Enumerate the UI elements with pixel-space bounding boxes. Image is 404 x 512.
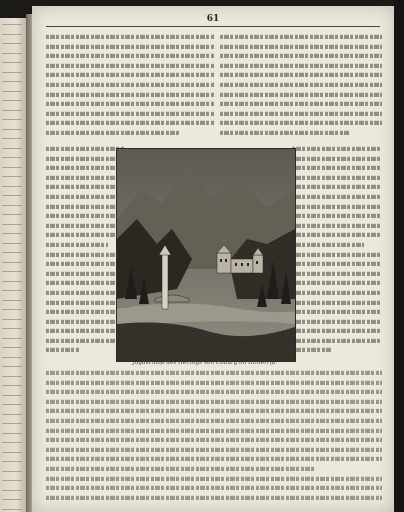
text-line bbox=[46, 467, 315, 471]
edge-text-line bbox=[2, 480, 22, 481]
text-line bbox=[292, 310, 382, 314]
text-line bbox=[46, 131, 180, 135]
edge-text-line bbox=[2, 509, 22, 510]
text-line bbox=[292, 176, 382, 180]
text-line bbox=[220, 102, 382, 106]
edge-text-line bbox=[2, 233, 22, 234]
text-line bbox=[46, 102, 214, 106]
text-line bbox=[46, 204, 124, 208]
text-line bbox=[292, 348, 331, 352]
text-line bbox=[46, 476, 382, 480]
edge-text-line bbox=[2, 72, 22, 73]
edge-text-line bbox=[2, 357, 22, 358]
text-line bbox=[46, 166, 124, 170]
edge-text-line bbox=[2, 442, 22, 443]
edge-text-line bbox=[2, 319, 22, 320]
engraving-illustration bbox=[116, 148, 296, 362]
edge-text-line bbox=[2, 404, 22, 405]
edge-text-line bbox=[2, 433, 22, 434]
edge-text-line bbox=[2, 167, 22, 168]
edge-text-line bbox=[2, 176, 22, 177]
edge-text-line bbox=[2, 148, 22, 149]
text-line bbox=[292, 262, 382, 266]
text-line bbox=[46, 329, 124, 333]
text-line bbox=[46, 44, 214, 48]
edge-text-line bbox=[2, 423, 22, 424]
text-line bbox=[46, 428, 382, 432]
text-line bbox=[46, 339, 124, 343]
text-line bbox=[46, 319, 124, 323]
text-line bbox=[46, 64, 214, 68]
edge-text-line bbox=[2, 214, 22, 215]
text-line bbox=[220, 73, 382, 77]
text-line bbox=[46, 112, 214, 116]
text-line bbox=[292, 166, 382, 170]
edge-text-line bbox=[2, 262, 22, 263]
text-line bbox=[46, 457, 382, 461]
edge-text-line bbox=[2, 119, 22, 120]
text-line bbox=[220, 54, 382, 58]
edge-text-line bbox=[2, 186, 22, 187]
text-line bbox=[292, 329, 382, 333]
text-line bbox=[46, 400, 382, 404]
text-line bbox=[46, 224, 124, 228]
text-line bbox=[46, 262, 124, 266]
text-line bbox=[46, 147, 124, 151]
edge-text-line bbox=[2, 290, 22, 291]
text-line bbox=[220, 131, 350, 135]
edge-text-line bbox=[2, 385, 22, 386]
text-line bbox=[46, 252, 124, 256]
text-line bbox=[220, 92, 382, 96]
edge-text-line bbox=[2, 328, 22, 329]
text-line bbox=[292, 281, 382, 285]
text-line bbox=[220, 83, 382, 87]
text-line bbox=[46, 176, 124, 180]
edge-text-line bbox=[2, 471, 22, 472]
text-line bbox=[292, 233, 382, 237]
edge-text-line bbox=[2, 271, 22, 272]
text-line bbox=[292, 252, 382, 256]
text-line bbox=[292, 195, 382, 199]
text-line bbox=[46, 92, 214, 96]
text-line bbox=[292, 214, 382, 218]
edge-text-line bbox=[2, 395, 22, 396]
edge-text-line bbox=[2, 414, 22, 415]
text-column-left-wrap bbox=[46, 144, 124, 362]
text-line bbox=[292, 339, 382, 343]
text-line bbox=[46, 496, 382, 500]
edge-text-line bbox=[2, 347, 22, 348]
text-line bbox=[220, 35, 382, 39]
text-line bbox=[46, 35, 214, 39]
edge-text-line bbox=[2, 138, 22, 139]
text-line bbox=[46, 195, 124, 199]
text-line bbox=[46, 156, 124, 160]
text-line bbox=[46, 291, 124, 295]
text-line bbox=[46, 448, 382, 452]
text-line bbox=[46, 121, 214, 125]
text-line bbox=[292, 272, 382, 276]
edge-text-line bbox=[2, 34, 22, 35]
page-number: 61 bbox=[206, 14, 220, 24]
text-line bbox=[220, 121, 382, 125]
text-line bbox=[292, 156, 382, 160]
text-line bbox=[292, 243, 364, 247]
text-line bbox=[292, 319, 382, 323]
text-line bbox=[46, 486, 382, 490]
text-line bbox=[46, 438, 382, 442]
background-edge bbox=[394, 0, 404, 512]
text-line bbox=[220, 44, 382, 48]
text-line bbox=[46, 233, 124, 237]
edge-text-line bbox=[2, 281, 22, 282]
edge-text-line bbox=[2, 300, 22, 301]
edge-text-line bbox=[2, 499, 22, 500]
edge-text-line bbox=[2, 309, 22, 310]
text-line bbox=[292, 291, 382, 295]
text-line bbox=[292, 204, 382, 208]
text-line bbox=[46, 371, 382, 375]
text-line bbox=[46, 185, 124, 189]
illustration-caption: Jagdschloß des Herzogs von Coburg im Hinterriß. bbox=[132, 360, 278, 366]
edge-text-line bbox=[2, 461, 22, 462]
text-line bbox=[46, 83, 214, 87]
edge-text-line bbox=[2, 110, 22, 111]
text-line bbox=[292, 224, 382, 228]
text-line bbox=[46, 348, 80, 352]
text-line bbox=[46, 272, 124, 276]
edge-text-line bbox=[2, 129, 22, 130]
edge-text-line bbox=[2, 224, 22, 225]
text-line bbox=[220, 112, 382, 116]
text-line bbox=[292, 147, 382, 151]
book-page bbox=[32, 6, 394, 512]
text-line bbox=[46, 419, 382, 423]
text-line bbox=[46, 409, 382, 413]
engraving-image bbox=[117, 149, 295, 361]
edge-text-line bbox=[2, 338, 22, 339]
header-rule bbox=[46, 26, 380, 27]
edge-text-line bbox=[2, 81, 22, 82]
edge-text-line bbox=[2, 376, 22, 377]
edge-text-line bbox=[2, 452, 22, 453]
edge-text-line bbox=[2, 100, 22, 101]
text-line bbox=[220, 64, 382, 68]
edge-text-line bbox=[2, 366, 22, 367]
edge-text-line bbox=[2, 62, 22, 63]
edge-text-line bbox=[2, 53, 22, 54]
text-line bbox=[46, 310, 124, 314]
text-line bbox=[46, 243, 108, 247]
text-line bbox=[46, 300, 124, 304]
edge-text-line bbox=[2, 24, 22, 25]
text-line bbox=[46, 214, 124, 218]
edge-text-line bbox=[2, 252, 22, 253]
text-line bbox=[46, 54, 214, 58]
edge-text-line bbox=[2, 43, 22, 44]
text-line bbox=[46, 281, 124, 285]
text-column-right-wrap bbox=[292, 144, 382, 362]
edge-text-line bbox=[2, 91, 22, 92]
edge-text-line bbox=[2, 195, 22, 196]
previous-page-edge bbox=[0, 18, 26, 512]
text-column-left-top bbox=[46, 32, 214, 144]
text-line bbox=[46, 390, 382, 394]
edge-text-line bbox=[2, 490, 22, 491]
text-column-bottom bbox=[46, 368, 382, 504]
edge-text-line bbox=[2, 205, 22, 206]
text-line bbox=[46, 380, 382, 384]
text-line bbox=[292, 185, 382, 189]
text-line bbox=[46, 73, 214, 77]
text-column-right-top bbox=[220, 32, 382, 144]
text-line bbox=[292, 300, 382, 304]
edge-text-line bbox=[2, 243, 22, 244]
edge-text-line bbox=[2, 157, 22, 158]
